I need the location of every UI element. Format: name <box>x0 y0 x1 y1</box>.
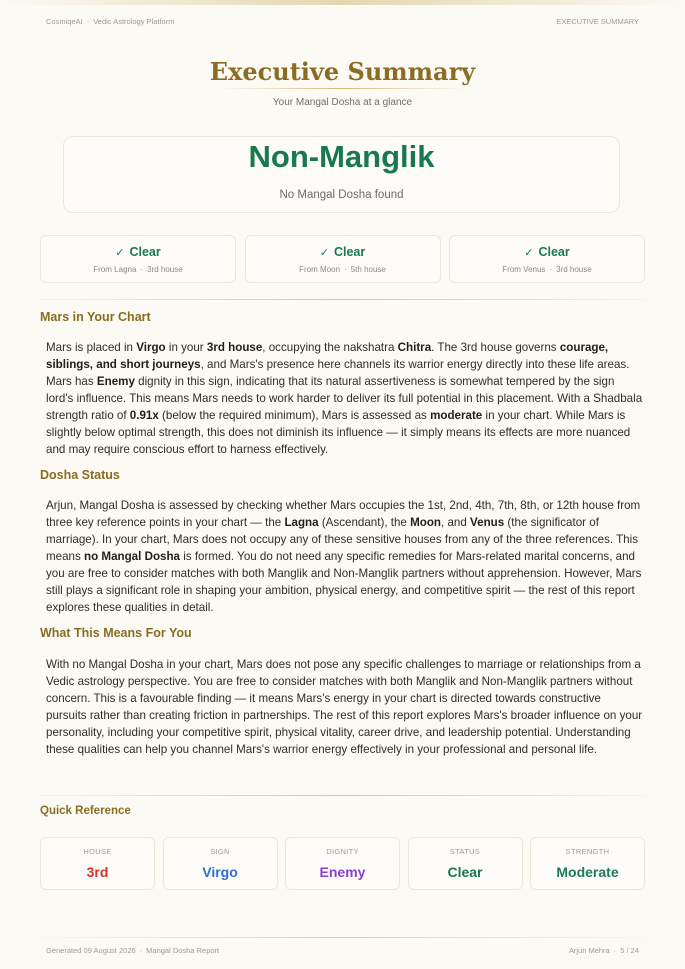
qr-card-house <box>40 837 155 890</box>
qr-label: STATUS <box>449 847 481 856</box>
page-number: 5 / 24 <box>620 946 639 955</box>
qr-value: 3rd <box>86 864 109 880</box>
footer-left: Generated 09 August 2026 · Mangal Dosha Report <box>46 946 220 955</box>
section-divider <box>40 795 645 796</box>
page-subtitle: Your Mangal Dosha at a glance <box>272 97 413 108</box>
top-accent-line <box>0 0 685 5</box>
page-footer <box>46 946 639 955</box>
reference-checks <box>40 235 645 283</box>
qr-card-strength <box>530 837 645 890</box>
page-header <box>46 17 639 26</box>
qr-label: STRENGTH <box>565 847 610 856</box>
check-status: ✓ Clear <box>319 245 366 259</box>
check-icon: ✓ <box>524 246 534 259</box>
verdict-card <box>63 136 620 213</box>
check-card-venus <box>449 235 645 283</box>
check-reference: From Venus · 3rd house <box>502 265 592 274</box>
page-title: Executive Summary <box>209 57 476 86</box>
check-card-moon <box>245 235 441 283</box>
footer-right: Arjun Mehra · 5 / 24 <box>568 946 639 955</box>
header-section: EXECUTIVE SUMMARY <box>556 17 639 26</box>
verdict-label: Non-Manglik <box>248 139 435 174</box>
qr-label: DIGNITY <box>326 847 359 856</box>
qr-value: Enemy <box>319 864 366 880</box>
section-title-dosha: Dosha Status <box>40 468 120 482</box>
qr-label: SIGN <box>210 847 230 856</box>
qr-label: HOUSE <box>83 847 112 856</box>
check-status: ✓ Clear <box>115 245 161 259</box>
qr-card-sign <box>163 837 278 890</box>
footer-divider <box>40 937 645 938</box>
generated-date: Generated 09 August 2026 <box>46 946 136 955</box>
qr-value: Clear <box>447 864 483 880</box>
check-status: ✓ Clear <box>524 245 570 259</box>
verdict-subtext: No Mangal Dosha found <box>279 189 404 201</box>
qr-card-status <box>408 837 523 890</box>
check-reference: From Lagna · 3rd house <box>93 265 183 274</box>
section-divider <box>40 299 645 300</box>
title-underline <box>218 88 467 89</box>
check-card-lagna <box>40 235 236 283</box>
section-title-meaning: What This Means For You <box>40 626 192 640</box>
quick-reference-title: Quick Reference <box>40 805 131 817</box>
header-left: CosmiqeAI · Vedic Astrology Platform <box>46 17 175 26</box>
section-title-mars: Mars in Your Chart <box>40 310 151 324</box>
check-reference: From Moon · 5th house <box>299 265 386 274</box>
user-name: Arjun Mehra <box>568 946 610 955</box>
check-icon: ✓ <box>115 246 125 259</box>
quick-reference <box>40 837 645 890</box>
mars-paragraph: Mars is placed in Virgo in your 3rd house, occupying the nakshatra Chitra. The 3rd house governs courage, siblings, and short journeys, and Mars's presence here channels its warrior energy directly into these life areas. Mars has Enemy dignity in this sign, indicating that its natural assertiveness is somewhat tempered by the sign lord's influence. This means Mars needs to work harder to deliver its full potential in this placement. With a Shadbala strength ratio of 0.91x (below the required minimum), Mars is assessed as moderate in your chart. While Mars is slightly below optimal strength, this does not diminish its influence — it simply means its effects are more nuanced and may require conscious effort to harness effectively. <box>46 341 643 456</box>
qr-card-dignity <box>285 837 400 890</box>
report-name: Mangal Dosha Report <box>146 946 220 955</box>
check-icon: ✓ <box>319 246 329 259</box>
dosha-paragraph: Arjun, Mangal Dosha is assessed by checking whether Mars occupies the 1st, 2nd, 4th, 7th, 8th, or 12th house from three key reference points in your chart — the Lagna (Ascendant), the Moon, and Venus (the significator of marriage). In your chart, Mars does not occupy any of these sensitive houses from any of the three references. This means no Mangal Dosha is formed. You do not need any specific remedies for Mars-related marital concerns, and you are free to consider matches with both Manglik and Non-Manglik partners without apprehension. However, Mars still plays a significant role in shaping your ambition, physical energy, and competitive spirit — the rest of this report explores these qualities in detail. <box>46 499 642 614</box>
meaning-paragraph: With no Mangal Dosha in your chart, Mars does not pose any specific challenges to marriage or relationships from a Vedic astrology perspective. You are free to consider matches with both Manglik and Non-Manglik partners without concern. This is a favourable finding — it means Mars's energy in your chart is directed towards constructive pursuits rather than creating friction in partnerships. The rest of this report explores Mars's broader influence on your personality, including your competitive spirit, physical vitality, career drive, and leadership potential. Understanding these qualities can help you channel Mars's warrior energy effectively in your professional and personal life. <box>46 658 643 756</box>
qr-value: Moderate <box>556 864 619 880</box>
brand-name: CosmiqeAI <box>46 17 83 26</box>
platform-name: Vedic Astrology Platform <box>93 17 175 26</box>
qr-value: Virgo <box>202 864 238 880</box>
